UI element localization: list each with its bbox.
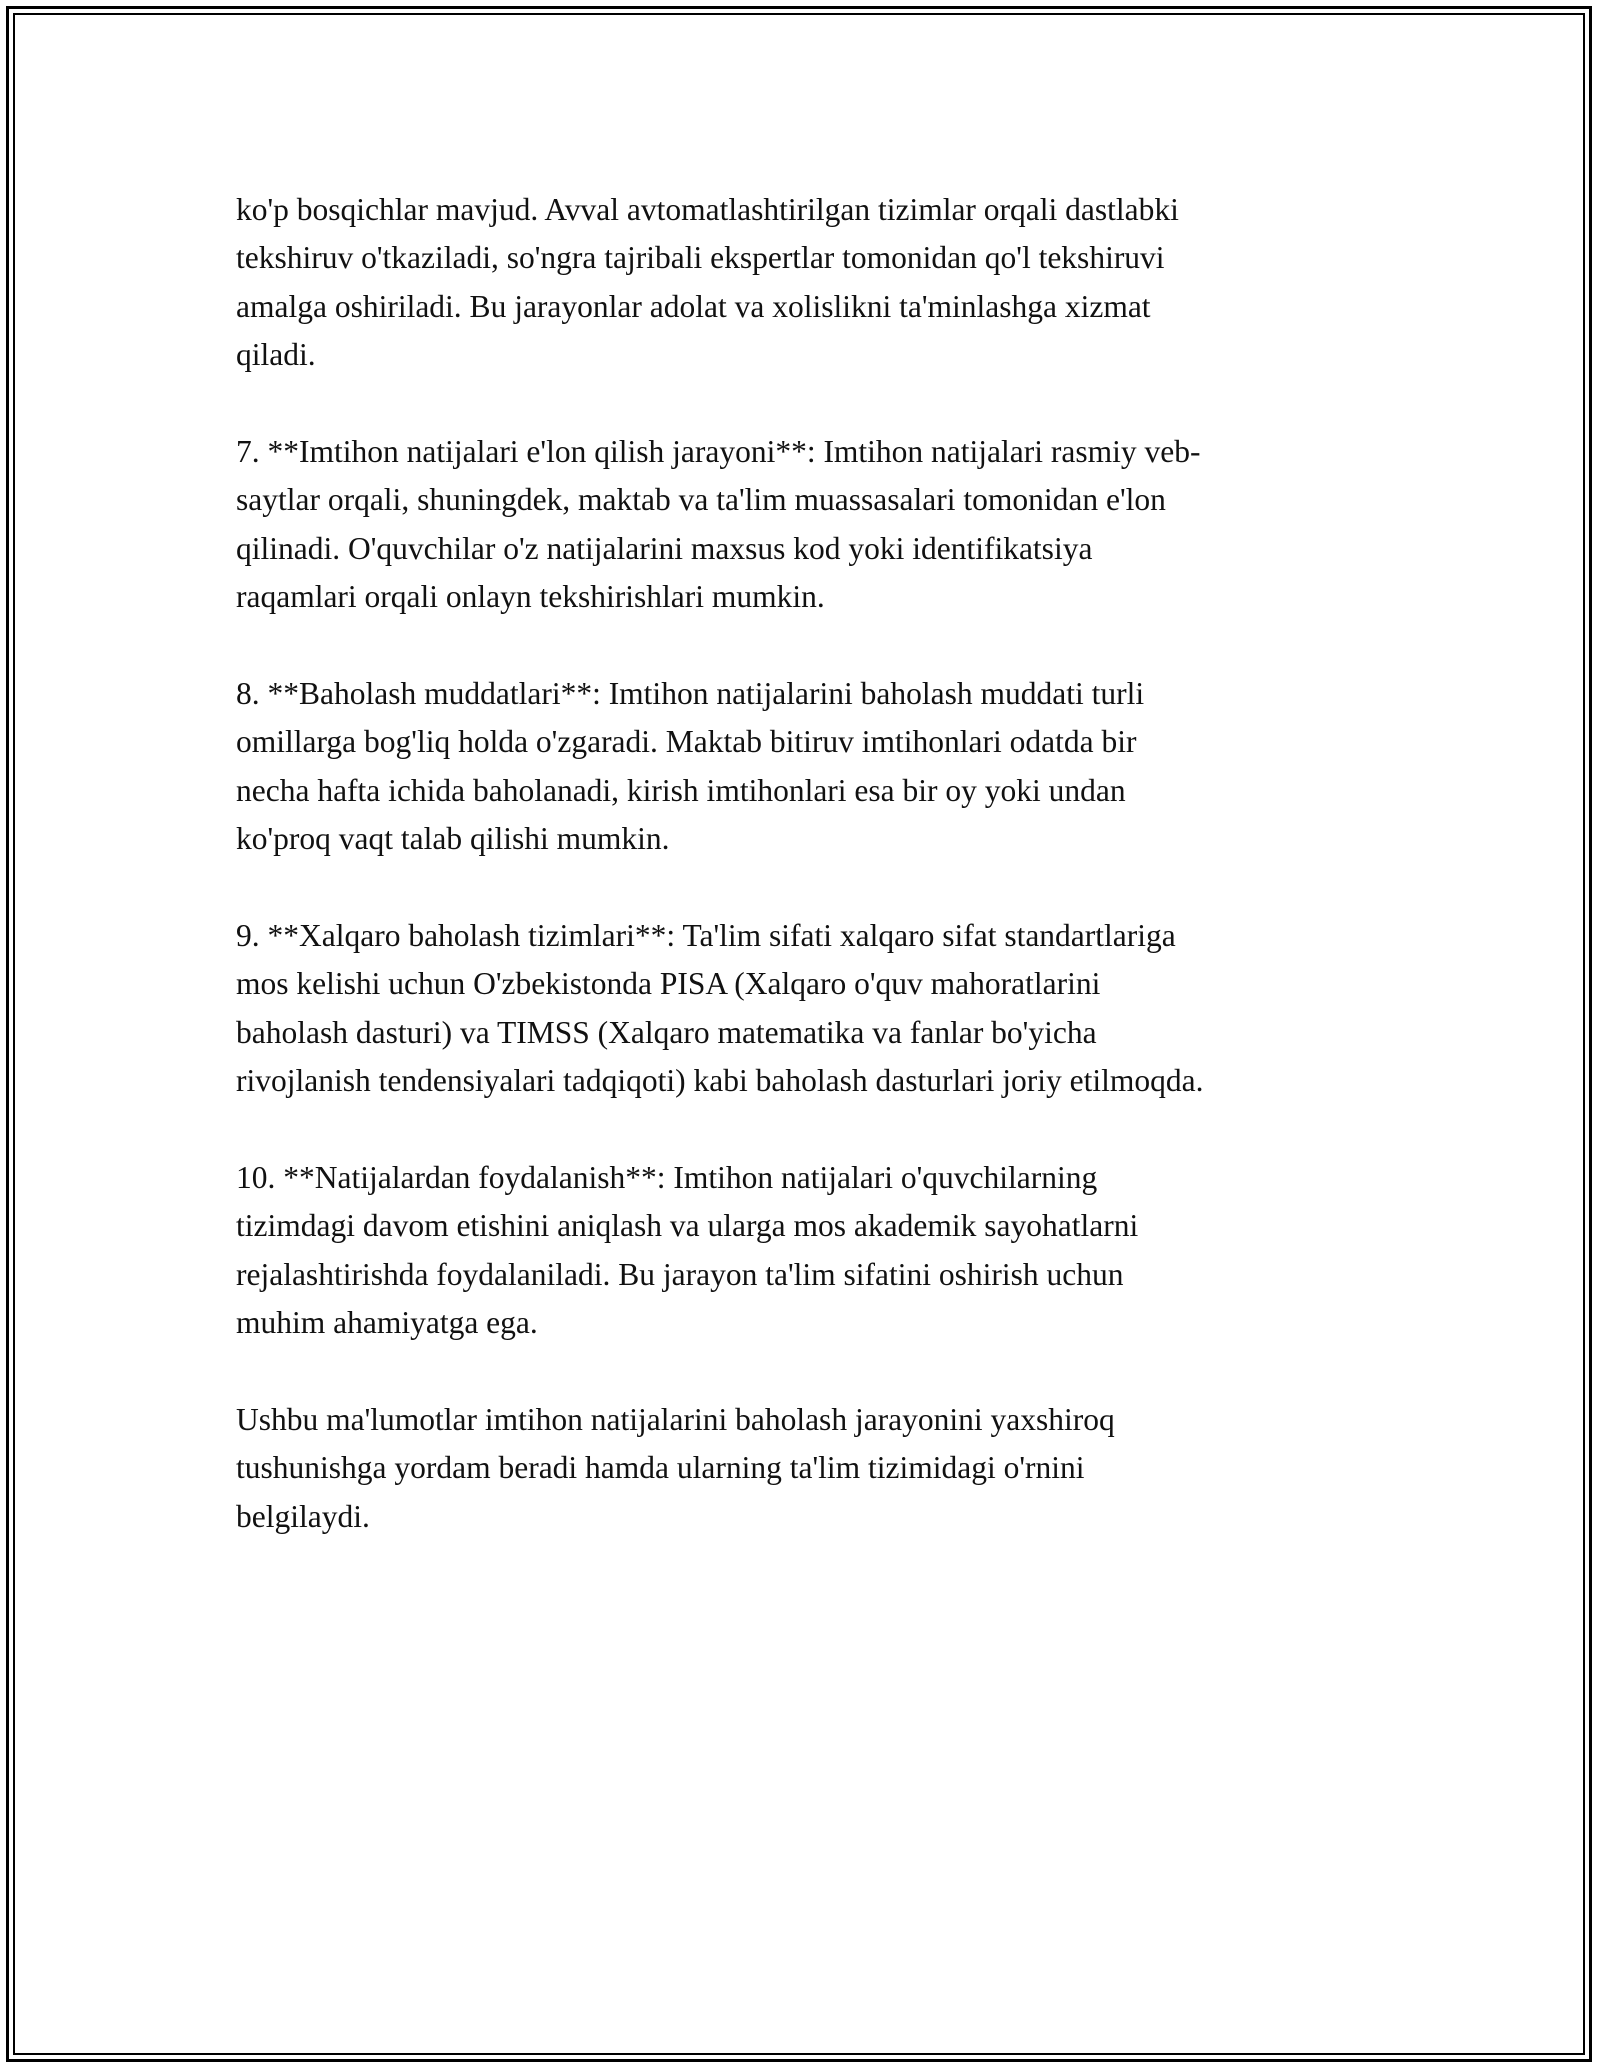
paragraph-assessment-stages: ko'p bosqichlar mavjud. Avval avtomatlashtirilgan tizimlar orqali dastlabki tekshiruv o'tkaziladi, so'ngra tajribali ekspertlar tomonidan qo'l tekshiruvi amalga oshiriladi. Bu jarayonlar adolat va xolislikni ta'minlashga xizmat qiladi. [236,192,1179,373]
paragraph-international-assessment: 9. **Xalqaro baholash tizimlari**: Ta'lim sifati xalqaro sifat standartlariga mos kelishi uchun O'zbekistonda PISA (Xalqaro o'quv mahoratlarini baholash dasturi) va TIMSS (Xalqaro matematika va fanlar bo'yicha rivojlanish tendensiyalari tadqiqoti) kabi baholash dasturlari joriy etilmoqda. [236,918,1204,1099]
document-body [236,186,1376,1590]
paragraph-grading-deadlines: 8. **Baholash muddatlari**: Imtihon natijalarini baholash muddati turli omillarga bog'liq holda o'zgaradi. Maktab bitiruv imtihonlari odatda bir necha hafta ichida baholanadi, kirish imtihonlari esa bir oy yoki undan ko'proq vaqt talab qilishi mumkin. [236,676,1145,857]
paragraph-use-of-results: 10. **Natijalardan foydalanish**: Imtihon natijalari o'quvchilarning tizimdagi davom etishini aniqlash va ularga mos akademik sayohatlarni rejalashtirishda foydalaniladi. Bu jarayon ta'lim sifatini oshirish uchun muhim ahamiyatga ega. [236,1160,1139,1341]
paragraph-results-announcement: 7. **Imtihon natijalari e'lon qilish jarayoni**: Imtihon natijalari rasmiy veb- saytlar orqali, shuningdek, maktab va ta'lim muassasalari tomonidan e'lon qilinadi. O'quvchilar o'z natijalarini maxsus kod yoki identifikatsiya raqamlari orqali onlayn tekshirishlari mumkin. [236,434,1201,615]
paragraph-conclusion: Ushbu ma'lumotlar imtihon natijalarini baholash jarayonini yaxshiroq tushunishga yordam beradi hamda ularning ta'lim tizimidagi o'rnini belgilaydi. [236,1402,1115,1534]
